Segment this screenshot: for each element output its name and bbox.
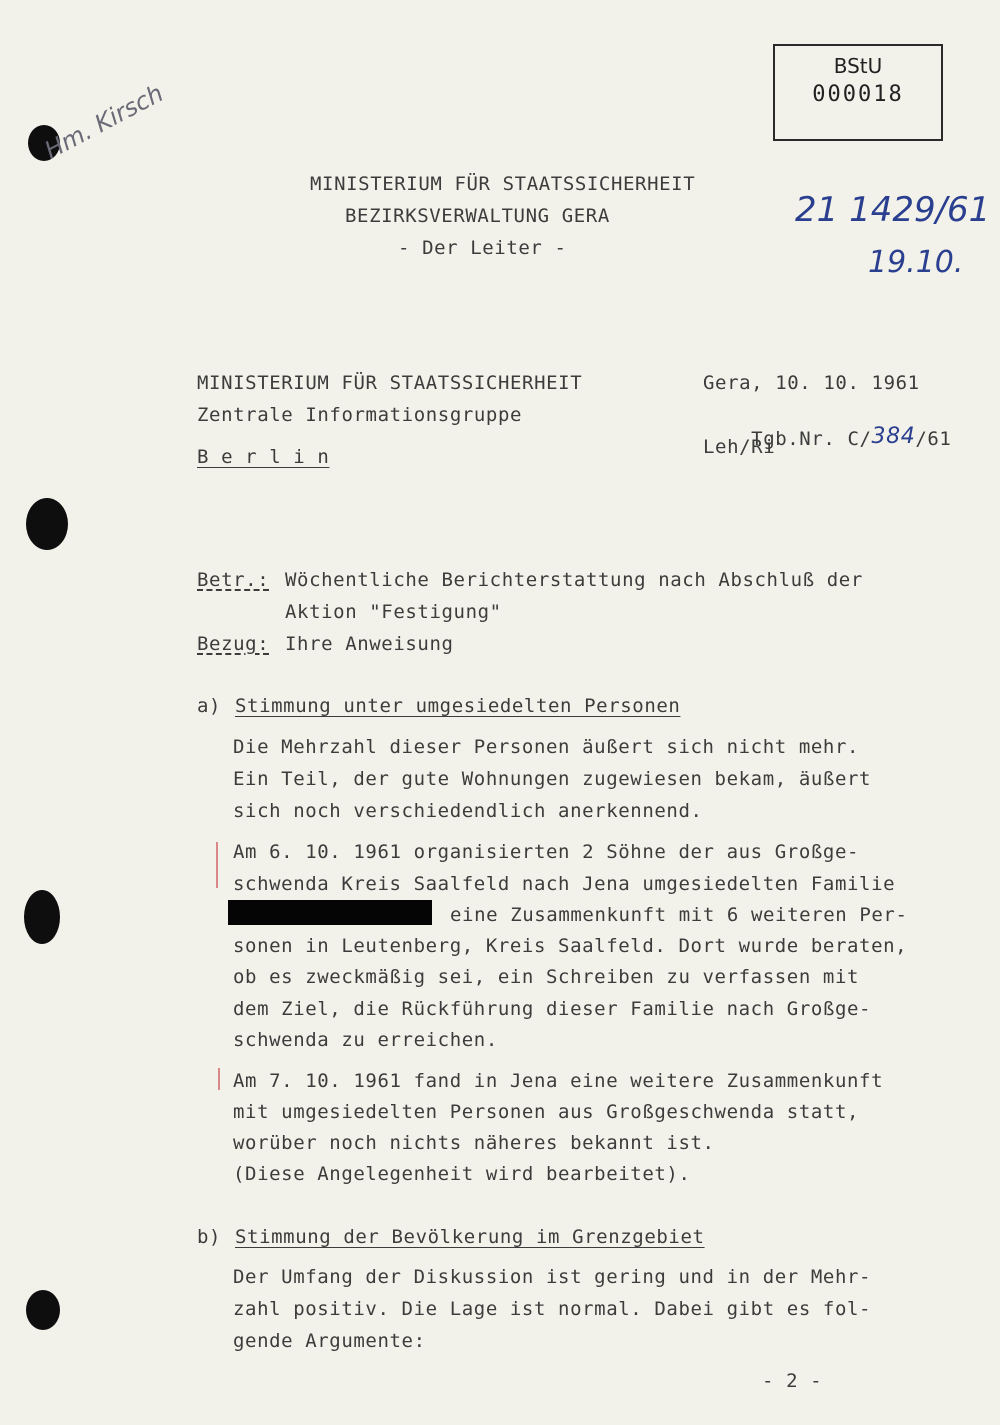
section-a-heading: Stimmung unter umgesiedelten Personen — [235, 695, 681, 717]
section-a-p2-line-2: schwenda Kreis Saalfeld nach Jena umgesiedelten Familie — [233, 873, 896, 895]
redaction-bar — [228, 900, 432, 925]
section-a-p2-line-3: eine Zusammenkunft mit 6 weiteren Per- — [450, 904, 908, 926]
section-a-marker: a) — [197, 695, 222, 717]
section-a-p3-line-1: Am 7. 10. 1961 fand in Jena eine weitere Zusammenkunft — [233, 1070, 884, 1092]
recipient-line-3: B e r l i n — [197, 446, 330, 468]
place-date: Gera, 10. 10. 1961 — [703, 372, 920, 394]
section-a-p2-line-4: sonen in Leutenberg, Kreis Saalfeld. Dort wurde beraten, — [233, 935, 908, 957]
section-a-p1-line-2: Ein Teil, der gute Wohnungen zugewiesen bekam, äußert — [233, 768, 872, 790]
journal-number-prefix: Tgb.Nr. C/ — [751, 428, 872, 450]
section-b-p1-line-1: Der Umfang der Diskussion ist gering und in der Mehr- — [233, 1266, 872, 1288]
section-a-p2-line-5: ob es zweckmäßig sei, ein Schreiben zu verfassen mit — [233, 966, 860, 988]
subject-line-1: Wöchentliche Berichterstattung nach Abschluß der — [285, 569, 863, 591]
page-number: - 2 - — [762, 1370, 823, 1392]
punch-hole-upper — [26, 498, 68, 550]
punch-hole-bottom — [26, 1290, 60, 1330]
archive-stamp — [773, 44, 943, 141]
handwritten-registration-number: 21 1429/61 — [795, 190, 991, 230]
stamp-line-2: 000018 — [812, 82, 904, 107]
handwritten-note-top-left: Hm. Kirsch — [40, 79, 168, 165]
section-a-p2-line-6: dem Ziel, die Rückführung dieser Familie nach Großge- — [233, 998, 872, 1020]
recipient-line-1: MINISTERIUM FÜR STAATSSICHERHEIT — [197, 372, 583, 394]
journal-number-suffix: /61 — [915, 428, 952, 450]
section-a-p3-line-4: (Diese Angelegenheit wird bearbeitet). — [233, 1163, 691, 1185]
section-a-p2-line-1: Am 6. 10. 1961 organisierten 2 Söhne der aus Großge- — [233, 841, 860, 863]
letterhead-line-1: MINISTERIUM FÜR STAATSSICHERHEIT — [310, 173, 696, 195]
recipient-line-2: Zentrale Informationsgruppe — [197, 404, 523, 426]
subject-label: Betr.: — [197, 569, 270, 591]
stamp-line-1: BStU — [833, 54, 883, 78]
subject-line-2: Aktion "Festigung" — [285, 601, 502, 623]
section-a-p2-line-7: schwenda zu erreichen. — [233, 1029, 498, 1051]
letterhead-line-2: BEZIRKSVERWALTUNG GERA — [345, 205, 610, 227]
section-b-p1-line-2: zahl positiv. Die Lage ist normal. Dabei gibt es fol- — [233, 1298, 872, 1320]
section-b-marker: b) — [197, 1226, 222, 1248]
section-a-p3-line-2: mit umgesiedelten Personen aus Großgeschwenda statt, — [233, 1101, 860, 1123]
reference-label: Bezug: — [197, 633, 270, 655]
handwritten-registration-date: 19.10. — [868, 245, 964, 280]
letterhead-line-3: - Der Leiter - — [398, 237, 567, 259]
initials: Leh/Ri — [703, 436, 776, 458]
section-a-p1-line-3: sich noch verschiedendlich anerkennend. — [233, 800, 703, 822]
margin-mark-2 — [218, 1068, 220, 1090]
section-a-p1-line-1: Die Mehrzahl dieser Personen äußert sich nicht mehr. — [233, 736, 860, 758]
journal-number-handwritten: 384 — [871, 424, 916, 449]
punch-hole-middle — [24, 890, 60, 944]
section-a-p3-line-3: worüber noch nichts näheres bekannt ist. — [233, 1132, 715, 1154]
reference-text: Ihre Anweisung — [285, 633, 454, 655]
section-b-heading: Stimmung der Bevölkerung im Grenzgebiet — [235, 1226, 705, 1248]
margin-mark-1 — [216, 842, 218, 888]
section-b-p1-line-3: gende Argumente: — [233, 1330, 426, 1352]
